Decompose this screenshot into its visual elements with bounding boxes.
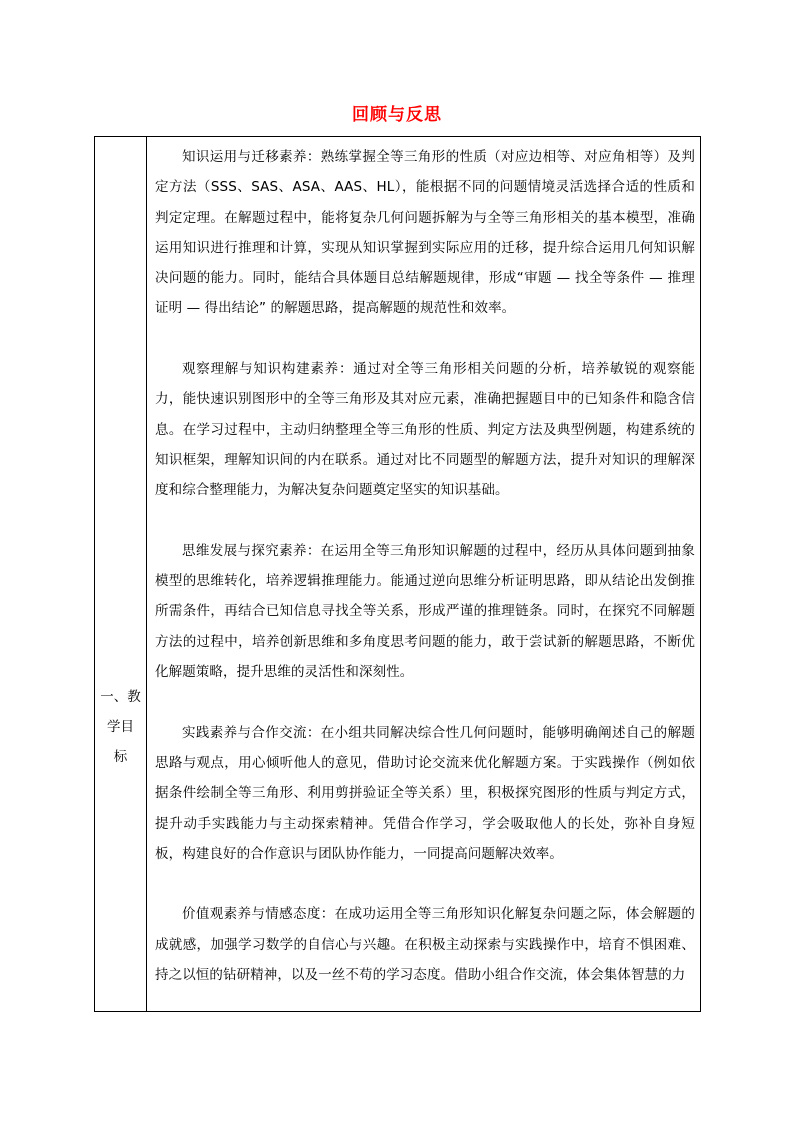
row-label-line: 一、教 [100,689,141,705]
page-title: 回顾与反思 [352,105,442,125]
row-label-cell [95,137,147,1011]
row-label-line: 标 [113,749,128,765]
paragraph-observation-understanding: 观察理解与知识构建素养：通过对全等三角形相关问题的分析，培养敏锐的观察能力，能快速识别图形中的全等三角形及其对应元素，准确把握题目中的已知条件和隐含信息。在学习过程中，主动归纳整理全等三角形的性质、判定方法及典型例题，构建系统的知识框架，理解知识间的内在联系。通过对比不同题型的解题方法，提升对知识的理解深度和综合整理能力，为解决复杂问题奠定坚实的知识基础。 [155,361,695,499]
paragraph-practice-cooperation: 实践素养与合作交流：在小组共同解决综合性几何问题时，能够明确阐述自己的解题思路与观点，用心倾听他人的意见，借助讨论交流来优化解题方案。于实践操作（例如依据条件绘制全等三角形、利用剪拼验证全等关系）里，积极探究图形的性质与判定方式，提升动手实践能力与主动探索精神。凭借合作学习，学会吸取他人的长处，弥补自身短板，构建良好的合作意识与团队协作能力，一同提高问题解决效率。 [155,724,695,862]
row-label-line: 学目 [107,719,134,735]
paragraph-thinking-development: 思维发展与探究素养：在运用全等三角形知识解题的过程中，经历从具体问题到抽象模型的思维转化，培养逻辑推理能力。能通过逆向思维分析证明思路，即从结论出发倒推所需条件，再结合已知信息寻找全等关系，形成严谨的推理链条。同时，在探究不同解题方法的过程中，培养创新思维和多角度思考问题的能力，敢于尝试新的解题思路，不断优化解题策略，提升思维的灵活性和深刻性。 [155,542,695,681]
row-label [95,682,146,772]
paragraph-knowledge-application: 知识运用与迁移素养：熟练掌握全等三角形的性质（对应边相等、对应角相等）及判定方法（SSS、SAS、ASA、AAS、HL），能根据不同的问题情境灵活选择合适的性质和判定定理。在解题过程中，能将复杂几何问题拆解为与全等三角形相关的基本模型，准确运用知识进行推理和计算，实现从知识掌握到实际应用的迁移，提升综合运用几何知识解决问题的能力。同时，能结合具体题目总结解题规律，形成“审题 — 找全等条件 — 推理证明 — 得出结论” 的解题思路，提高解题的规范性和效率。 [155,149,695,317]
row-content-cell [147,137,701,1011]
paragraph-values-attitude: 价值观素养与情感态度：在成功运用全等三角形知识化解复杂问题之际，体会解题的成就感，加强学习数学的自信心与兴趣。在积极主动探索与实践操作中，培育不惧困难、持之以恒的钻研精神，以及一丝不苟的学习态度。借助小组合作交流，体会集体智慧的力 [155,906,695,984]
objectives-table [94,136,701,1012]
